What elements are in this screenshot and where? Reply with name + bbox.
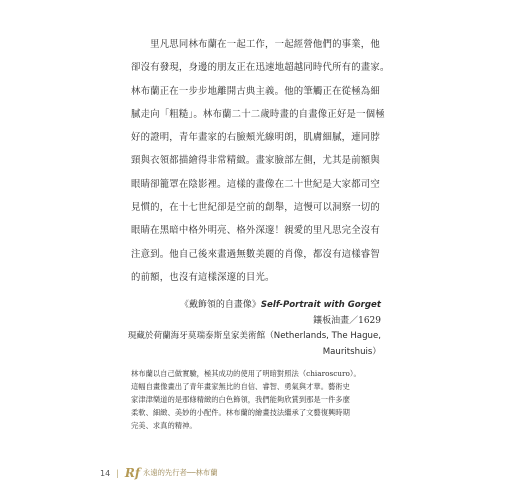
note-line: 家津津樂道的是那條精緻的白色飾領，我們能夠欣賞到那是一件多麼 <box>131 394 350 404</box>
footer-separator: | <box>116 468 119 478</box>
main-text-line: 眼睛卻籠罩在陰影裡。這樣的畫像在二十世紀是大家都司空 <box>131 178 380 190</box>
artwork-caption <box>101 298 381 360</box>
main-text-line: 好的證明，青年畫家的右臉頰光線明朗，肌膚細膩，連同脖 <box>131 132 380 144</box>
main-text-line: 注意到。他自己後來畫過無數美麗的肖像，都沒有這樣睿智 <box>131 248 380 260</box>
caption-museum-line2: Mauritshuis） <box>322 346 381 357</box>
note-line: 林布蘭以自己做實驗，極其成功的使用了明暗對照法（chiaroscuro）。 <box>131 369 361 378</box>
main-text-line: 見慣的，在十七世紀卻是空前的創舉，這慢可以洞察一切的 <box>131 202 380 214</box>
caption-title-line <box>101 298 381 314</box>
caption-title-zh: 《戴飾領的自畫像》 <box>179 300 261 310</box>
main-text-line: 林布蘭正在一步步地離開古典主義。他的筆觸正在從極為細 <box>131 85 380 97</box>
note-line: 完美、求真的精神。 <box>131 420 197 430</box>
caption-title-en: Self-Portrait with Gorget <box>260 300 381 310</box>
main-text-line: 膩走向「粗糙」。林布蘭二十二歲時畫的自畫像正好是一個極 <box>131 108 385 120</box>
note-line: 這幅自畫像畫出了青年畫家無比的自信、睿智、勇氣與才華。藝術史 <box>131 381 350 391</box>
main-text-line: 的前額，也沒有這樣深邃的目光。 <box>131 271 275 283</box>
main-text-line: 里凡思同林布蘭在一起工作，一起經營他們的事業，他 <box>131 39 380 50</box>
main-text-line: 頸與衣領都描繪得非常精緻。畫家臉部左側，尤其是前額與 <box>131 155 380 167</box>
running-title: 永遠的先行者──林布蘭 <box>143 468 218 477</box>
annotation-note <box>131 368 381 433</box>
note-line: 柔軟、細緻、美妙的小配件。林布蘭的繪畫技法繼承了文藝復興時期 <box>131 407 350 417</box>
page-number: 14 <box>100 468 111 478</box>
page-footer <box>100 466 218 480</box>
caption-museum-line1: 現藏於荷蘭海牙莫瑞泰斯皇家美術館（Netherlands, The Hague, <box>127 331 381 341</box>
publisher-logo: Rf <box>124 466 141 480</box>
caption-medium-year: 鑲板油畫／1629 <box>313 315 381 326</box>
main-text-line: 眼睛在黑暗中格外明亮、格外深邃！親愛的里凡思完全沒有 <box>131 225 380 237</box>
main-text <box>131 33 390 289</box>
main-text-line: 卻沒有發現，身邊的朋友正在迅速地超越同時代所有的畫家。 <box>131 62 390 74</box>
